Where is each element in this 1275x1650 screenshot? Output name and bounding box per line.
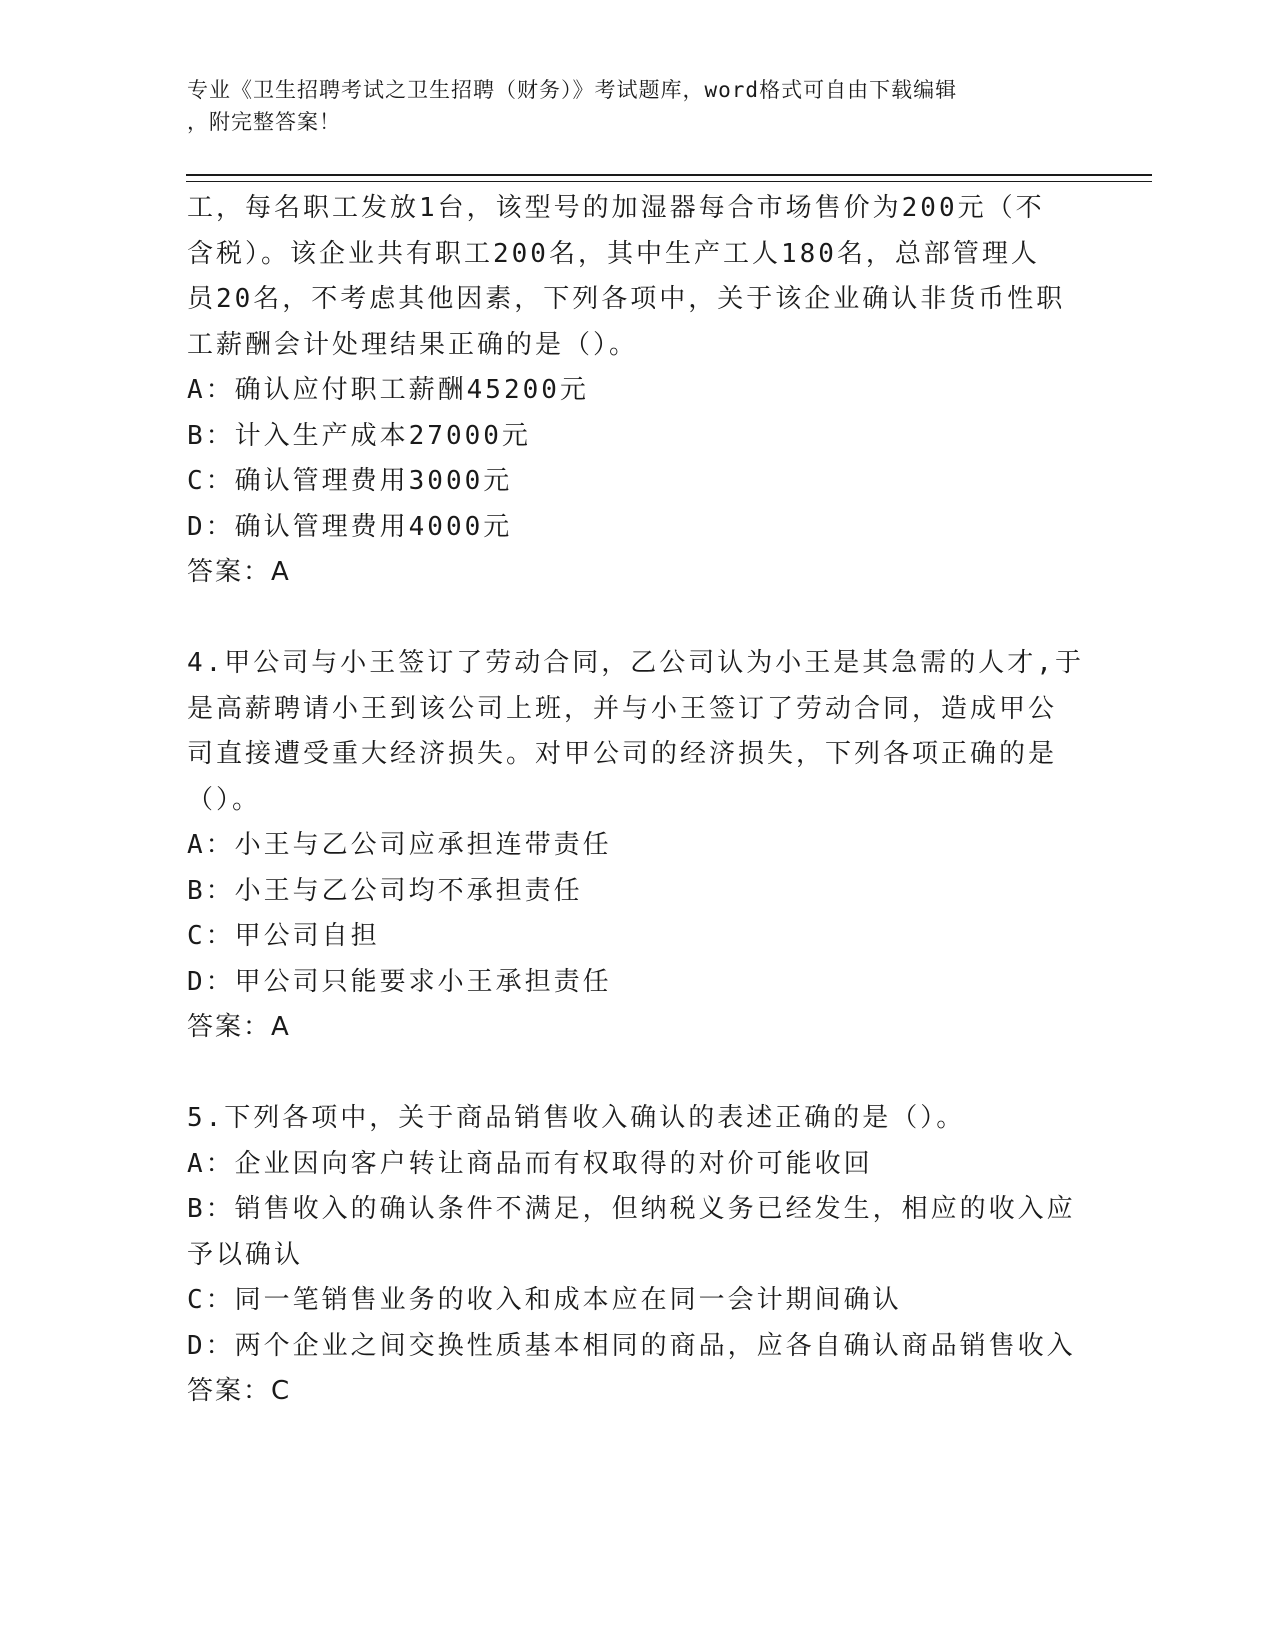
spacer	[187, 1051, 1087, 1097]
answer-label: 答案：A	[187, 557, 291, 587]
answer-label: 答案：C	[187, 1376, 292, 1406]
option-d: D：甲公司只能要求小王承担责任	[187, 966, 612, 997]
header-line-2: ，附完整答案！	[187, 110, 341, 134]
question-stem-line: （）。	[187, 784, 262, 815]
answer-label: 答案：A	[187, 1012, 291, 1042]
option-a: A：企业因向客户转让商品而有权取得的对价可能收回	[187, 1148, 873, 1179]
option-b: B：计入生产成本27000元	[187, 420, 531, 451]
question-stem-line: 5.下列各项中，关于商品销售收入确认的表述正确的是（）。	[187, 1103, 966, 1133]
question-stem-line: 司直接遭受重大经济损失。对甲公司的经济损失，下列各项正确的是	[187, 739, 1058, 769]
question-stem-line: 工薪酬会计处理结果正确的是（）。	[187, 329, 639, 360]
option-a: A：小王与乙公司应承担连带责任	[187, 830, 612, 860]
header-rule-thick	[186, 174, 1152, 176]
header-rule-thin	[186, 181, 1152, 182]
page-header	[187, 74, 1067, 138]
option-c: C：甲公司自担	[187, 921, 380, 951]
header-line-1: 专业《卫生招聘考试之卫生招聘（财务）》考试题库，word格式可自由下载编辑	[187, 78, 958, 102]
option-a: A：确认应付职工薪酬45200元	[187, 375, 589, 405]
question-5	[187, 1096, 1087, 1415]
question-stem-line: 4.甲公司与小王签订了劳动合同，乙公司认为小王是其急需的人才,于	[187, 648, 1084, 678]
option-c: C：同一笔销售业务的收入和成本应在同一会计期间确认	[187, 1285, 902, 1315]
spacer	[187, 596, 1087, 642]
option-b: B：销售收入的确认条件不满足，但纳税义务已经发生，相应的收入应	[187, 1194, 1076, 1224]
option-b-continued: 予以确认	[187, 1239, 304, 1270]
question-stem-line: 工，每名职工发放1台，该型号的加湿器每合市场售价为200元（不	[187, 193, 1045, 223]
option-c: C：确认管理费用3000元	[187, 466, 513, 496]
question-3	[187, 186, 1087, 596]
question-stem-line: 员20名，不考虑其他因素，下列各项中，关于该企业确认非货币性职	[187, 284, 1066, 314]
option-d: D：两个企业之间交换性质基本相同的商品，应各自确认商品销售收入	[187, 1330, 1076, 1361]
question-stem-line: 是高薪聘请小王到该公司上班，并与小王签订了劳动合同，造成甲公	[187, 693, 1058, 724]
option-d: D：确认管理费用4000元	[187, 511, 513, 542]
question-list	[187, 186, 1087, 1415]
question-stem-line: 含税）。该企业共有职工200名，其中生产工人180名，总部管理人	[187, 238, 1040, 269]
option-b: B：小王与乙公司均不承担责任	[187, 875, 583, 906]
question-4	[187, 641, 1087, 1051]
